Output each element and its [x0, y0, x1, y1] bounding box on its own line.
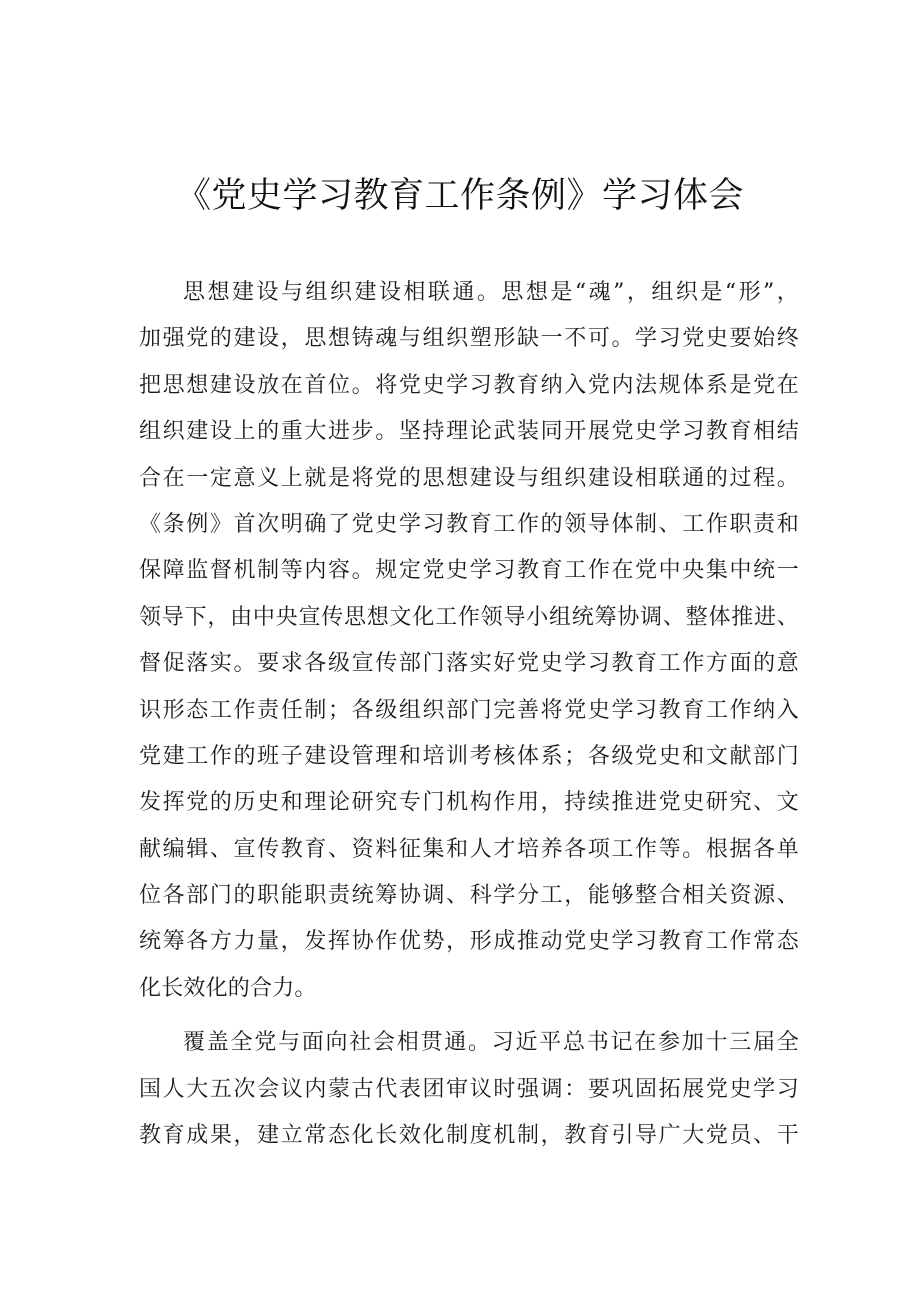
paragraph-line: 保障监督机制等内容。规定党史学习教育工作在党中央集中统一 [139, 558, 799, 584]
paragraph-line: 教育成果，建立常态化长效化制度机制，教育引导广大党员、干 [139, 1123, 799, 1149]
paragraph-line: 位各部门的职能职责统筹协调、科学分工，能够整合相关资源、 [139, 883, 799, 909]
document-body [139, 270, 799, 1159]
paragraph-2 [139, 1020, 799, 1159]
paragraph-line: 《条例》首次明确了党史学习教育工作的领导体制、工作职责和 [139, 511, 799, 537]
paragraph-line: 思想建设与组织建设相联通。思想是“魂”，组织是“形”， [183, 280, 799, 305]
paragraph-line: 组织建设上的重大进步。坚持理论武装同开展党史学习教育相结 [139, 419, 799, 445]
paragraph-line: 党建工作的班子建设管理和培训考核体系；各级党史和文献部门 [139, 743, 799, 769]
paragraph-line: 把思想建设放在首位。将党史学习教育纳入党内法规体系是党在 [139, 372, 799, 398]
paragraph-line: 发挥党的历史和理论研究专门机构作用，持续推进党史研究、文 [139, 790, 799, 816]
paragraph-line: 献编辑、宣传教育、资料征集和人才培养各项工作等。根据各单 [139, 836, 799, 862]
paragraph-line: 化长效化的合力。 [139, 975, 317, 1001]
paragraph-spacer [139, 1012, 799, 1020]
paragraph-line: 领导下，由中央宣传思想文化工作领导小组统筹协调、整体推进、 [139, 604, 799, 630]
paragraph-line: 统筹各方力量，发挥协作优势，形成推动党史学习教育工作常态 [139, 929, 799, 955]
paragraph-line: 国人大五次会议内蒙古代表团审议时强调：要巩固拓展党史学习 [139, 1076, 799, 1102]
paragraph-1 [139, 270, 799, 1012]
paragraph-line: 合在一定意义上就是将党的思想建设与组织建设相联通的过程。 [139, 465, 799, 491]
document-title: 《党史学习教育工作条例》学习体会 [175, 176, 744, 216]
paragraph-line: 督促落实。要求各级宣传部门落实好党史学习教育工作方面的意 [139, 651, 799, 677]
paragraph-line: 覆盖全党与面向社会相贯通。习近平总书记在参加十三届全 [183, 1030, 799, 1056]
paragraph-line: 加强党的建设，思想铸魂与组织塑形缺一不可。学习党史要始终 [139, 326, 799, 352]
paragraph-line: 识形态工作责任制；各级组织部门完善将党史学习教育工作纳入 [139, 697, 799, 723]
